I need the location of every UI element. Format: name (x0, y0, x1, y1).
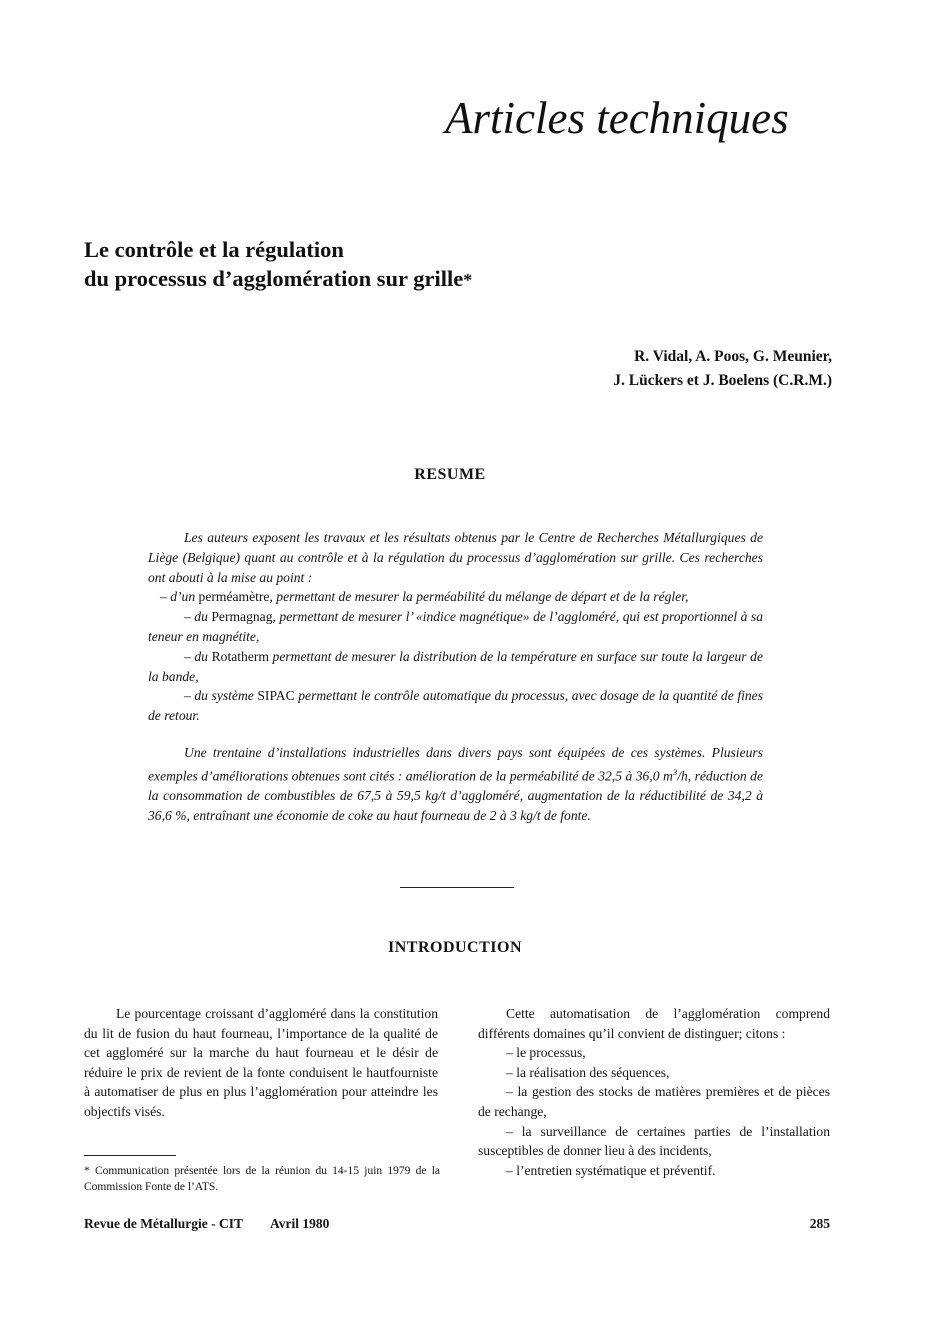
list-item: – la gestion des stocks de matières premières et de pièces de rechange, (478, 1084, 830, 1119)
footnote-rule (84, 1155, 176, 1156)
device-name: Rotatherm (211, 648, 269, 664)
section-title: Articles techniques (445, 93, 789, 143)
left-column (84, 1004, 438, 1122)
abstract-item-text: permettant de mesurer la distribution de la température en surface sur toute la largeur de la bande, (148, 648, 764, 684)
device-name: SIPAC (257, 688, 295, 704)
abstract-paragraph-2-part-b: /h, réduction de la consommation de combustibles de 67,5 à 59,5 kg/t d’aggloméré, augmentation de la réductibilité de 34,2 à 36,6 %, entraînant une économie de coke au haut fourneau de 2 à 3 kg/t de fonte. (148, 768, 763, 823)
device-name: perméamètre (198, 589, 270, 605)
right-column-intro: Cette automatisation de l’agglomération comprend différents domaines qu’il convient de distinguer; citons : (478, 1006, 830, 1041)
abstract-paragraph-2 (148, 743, 763, 826)
footnote-marker: * (463, 270, 473, 290)
abstract-item-prefix: – du (184, 648, 212, 664)
authors-line-2: J. Lückers et J. Boelens (C.R.M.) (613, 372, 832, 389)
article-title-line-2 (84, 264, 644, 295)
abstract-item-prefix: – d’un (160, 589, 199, 605)
right-column (478, 1004, 830, 1180)
introduction-heading: INTRODUCTION (387, 939, 522, 956)
abstract-item (148, 609, 763, 644)
abstract-item-text: , permettant de mesurer l’ «indice magnétique» de l’aggloméré, qui est proportionnel à sa teneur en magnétite, (148, 609, 764, 644)
abstract-item (148, 589, 688, 604)
list-item: – la surveillance de certaines parties de l’installation susceptibles de donner lieu à des incidents, (478, 1123, 830, 1159)
abstract (148, 528, 763, 826)
page-number: 285 (809, 1216, 830, 1231)
introduction-paragraph: Le pourcentage croissant d’aggloméré dans la constitution du lit de fusion du haut fourneau, l’importance de la qualité de cet aggloméré sur la marche du haut fourneau et le désir de réduire le prix de revient de la fonte conduisent le hautfourniste à automatiser de plus en plus l’agglomération pour atteindre les objectifs visés. (84, 1006, 438, 1119)
footnote: * Communication présentée lors de la réunion du 14-15 juin 1979 de la Commission Fonte de l’ATS. (84, 1165, 440, 1193)
abstract-item (148, 649, 763, 684)
resume-heading: RESUME (414, 466, 486, 483)
authors (420, 345, 832, 393)
article-title-line-1: Le contrôle et la régulation (84, 237, 344, 262)
abstract-paragraph-2-part-a: Une trentaine d’installations industrielles dans divers pays sont équipées de ces systèmes. Plusieurs exemples d’améliorations obtenues sont cités : amélioration de la perméabilité de 32,5 à 36,0 m (148, 744, 763, 784)
abstract-item-prefix: – du système (184, 688, 258, 704)
list-item: – l’entretien systématique et préventif. (506, 1162, 716, 1178)
list-item: – le processus, (506, 1045, 586, 1061)
journal-name: Revue de Métallurgie - CIT (84, 1216, 243, 1231)
authors-line-1: R. Vidal, A. Poos, G. Meunier, (634, 348, 832, 365)
article-title (84, 235, 644, 295)
abstract-paragraph-1 (148, 528, 763, 726)
abstract-item-prefix: – du (184, 609, 212, 625)
superscript: 3 (672, 766, 678, 777)
abstract-item-text: permettant le contrôle automatique du processus, avec dosage de la quantité de fines de retour. (148, 688, 763, 724)
list-item: – la réalisation des séquences, (506, 1064, 670, 1080)
abstract-intro: Les auteurs exposent les travaux et les résultats obtenus par le Centre de Recherches Métallurgiques de Liège (Belgique) quant au contrôle et à la régulation du processus d’agglomération sur grille. Ces recherches ont abouti à la mise au point : (148, 530, 763, 585)
article-title-line-2-text: du processus d’agglomération sur grille (84, 266, 464, 291)
abstract-item-text: , permettant de mesurer la perméabilité du mélange de départ et de la régler, (269, 589, 689, 605)
abstract-item (148, 688, 763, 723)
device-name: Permagnag (211, 609, 273, 625)
section-divider (400, 887, 514, 888)
issue-date: Avril 1980 (270, 1216, 330, 1231)
